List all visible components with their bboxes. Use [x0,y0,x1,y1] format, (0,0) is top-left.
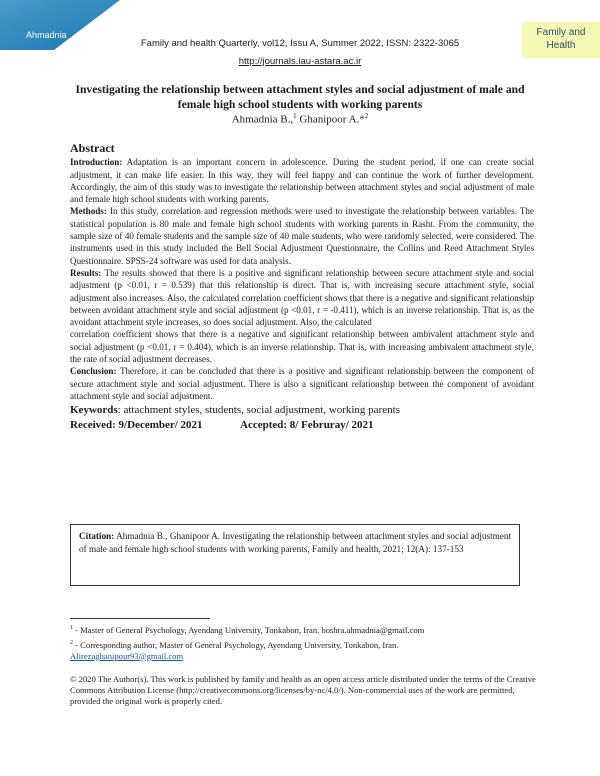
keywords-text: : attachment styles, students, social adjustment, working parents [117,404,400,417]
results-label: Results: [70,267,102,278]
methods-paragraph [70,205,534,266]
methods-label: Methods: [70,206,107,217]
footnote-1-sup: 1 [70,625,73,631]
footnote-divider [70,618,210,619]
results-paragraph [70,267,534,328]
abstract-heading: Abstract [70,141,115,155]
results-paragraph-2: correlation coefficient shows that there is a negative and significant relationship between ambivalent attachment style and social adjustment (p <0.01, r = 0.404), which is an inverse relationship. That is, with increasing ambivalent attachment style, the rate of social adjustment decreases. [70,329,534,365]
conclusion-text: Therefore, it can be concluded that there is a positive and significant relationship between the component of secure attachment style and social adjustment. There is also a significant relationship between the component of avoidant attachment style and social adjustment. [70,366,534,401]
citation-label: Citation: [79,531,115,541]
journal-url-link[interactable]: http://journals.iau-astara.ac.ir [238,56,362,67]
keywords [70,403,534,417]
title-line-1: Investigating the relationship between attachment styles and social adjustment of male and [75,83,525,96]
received-date: Received: 9/December/ 2021 [70,419,203,432]
corresponding-email-link[interactable]: Alirezaghanipour93@gmail.com [70,650,184,661]
conclusion-label: Conclusion: [70,366,117,377]
results-text: The results showed that there is a positive and significant relationship between secure attachment style and social adjustment (p <0.01, r = 0.539) that this relationship is direct. That is, with increasing secure attachment style, social adjustment also increases. Also, the calculated correlation coefficient shows that there is a negative and significant relationship between avoidant attachment style and social adjustment (p <0.01, r = -0.411), which is an inverse relationship. That is, as the avoidant attachment style increases, so does social adjustment. Also, the calculated [70,267,534,328]
author-1: Ahmadnia B., [231,113,294,126]
corner-label: Ahmadnia [26,30,67,40]
citation-box [70,524,520,586]
keywords-label: Keywords [70,404,118,417]
accepted-date: Accepted: 8/ Februray/ 2021 [240,419,374,432]
article-title [60,82,540,112]
author-2: Ghanipoor A.* [296,113,365,126]
author-1-sup: 1 [293,112,297,120]
badge-line-1: Family and [536,27,586,38]
abstract-section [70,142,534,432]
journal-info: Family and health Quarterly, vol12, Issu A, Summer 2022, ISSN: 2322-3065 [140,38,460,49]
footnotes [70,623,535,664]
footnote-1 [70,623,535,636]
footnote-2-text: - Corresponding author, Master of General Psychology, Ayendang University, Tonkabon, Iran. [73,639,399,650]
conclusion-paragraph [70,365,534,402]
introduction-paragraph [70,156,534,205]
methods-text: In this study, correlation and regression methods were used to investigate the relationship between variables. The statistical population is 80 male and female high school students with working parents in Rasht. From the community, the sample size of 40 female students and the sample size of 40 male students, who were randomly selected, were considered. The instruments used in this study included the Bell Social Adjustment Questionnaire, the Collins and Reed Attachment Styles Questionnaire. SPSS-24 software was used for data analysis. [70,206,534,266]
title-line-2: female high school students with working parents [177,98,423,111]
footnote-2 [70,638,535,662]
authors [0,112,600,126]
footnote-1-text: - Master of General Psychology, Ayendang University, Tonkabon, Iran. boshra.ahmadnia@gmail.com [73,624,425,635]
author-2-sup: 2 [364,112,369,120]
footnote-2-sup: 2 [70,639,73,646]
license-text: © 2020 The Author(s). This work is published by family and health as an open access article distributed under the terms of the Creative Commons Attribution License (http://creativecommons.org/licenses/by-nc/4.0/). Non-commercial uses of the work are permitted, provided the original work is properly cited. [70,674,536,706]
introduction-text: Adaptation is an important concern in adolescence. During the student period, if one can create social adjustment, it can make life easier. In this way, they will feel happy and can continue the work of further development. Accordingly, the aim of this study was to investigate the relationship between attachment styles and social adjustment of male and female high school students with working parents. [70,157,534,205]
citation-text: Ahmadnia B., Ghanipoor A. Investigating the relationship between attachment styles and social adjustment of male and female high school students with working parents, Family and health, 2021; 12(A): 137-153 [79,531,511,554]
introduction-label: Introduction: [70,157,123,168]
badge-line-2: Health [546,40,576,51]
dates [70,419,534,431]
